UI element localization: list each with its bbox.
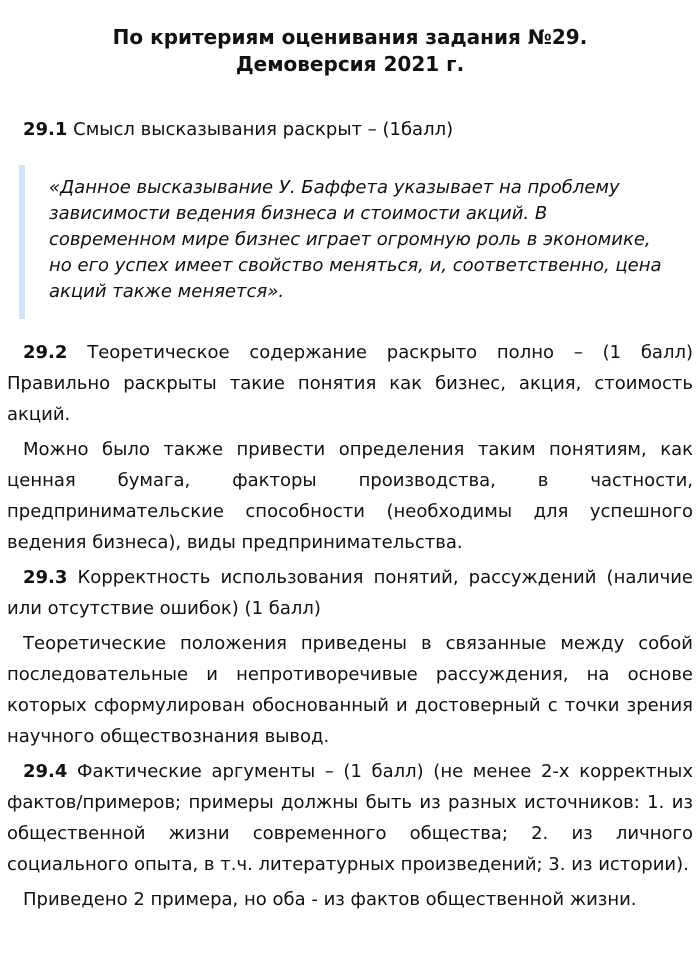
criterion-text: Корректность использования понятий, рассуждений (наличие или отсутствие ошибок) (1 балл) <box>7 567 693 619</box>
paragraph-29-4-note: Приведено 2 примера, но оба - из фактов общественной жизни. <box>23 889 637 910</box>
criterion-text: Смысл высказывания раскрыт – (1балл) <box>67 119 454 140</box>
criterion-29-4 <box>7 756 693 880</box>
document-page <box>7 0 693 915</box>
criterion-number: 29.4 <box>23 761 68 782</box>
criterion-29-2 <box>7 337 693 430</box>
answer-quote: «Данное высказывание У. Баффета указывает на проблему зависимости ведения бизнеса и стоимости акций. В современном мире бизнес играет огромную роль в экономике, но его успех имеет свойство меняться, и, соответственно, цена акций также меняется». <box>19 165 669 319</box>
criterion-number: 29.2 <box>23 342 68 363</box>
title-line-2: Демоверсия 2021 г. <box>235 52 465 76</box>
page-title <box>7 24 693 78</box>
paragraph-29-2-note: Можно было также привести определения таким понятиям, как ценная бумага, факторы производства, в частности, предпринимательские способности (необходимы для успешного ведения бизнеса), виды предпринимательства. <box>7 439 693 553</box>
criterion-text: Теоретическое содержание раскрыто полно – (1 балл) Правильно раскрыты такие понятия как бизнес, акция, стоимость акций. <box>7 342 693 425</box>
paragraph-29-3-note: Теоретические положения приведены в связанные между собой последовательные и непротиворечивые рассуждения, на основе которых сформулирован обоснованный и достоверный с точки зрения научного обществознания вывод. <box>7 633 693 747</box>
criterion-29-1 <box>7 114 693 145</box>
criterion-number: 29.1 <box>23 119 68 140</box>
criterion-text: Фактические аргументы – (1 балл) (не менее 2-х корректных фактов/примеров; примеры должны быть из разных источников: 1. из общественной жизни современного общества; 2. из личного социального опыта, в т.ч. литературных произведений; 3. из истории). <box>7 761 693 875</box>
criterion-29-3 <box>7 562 693 624</box>
title-line-1: По критериям оценивания задания №29. <box>112 25 588 49</box>
criterion-number: 29.3 <box>23 567 68 588</box>
